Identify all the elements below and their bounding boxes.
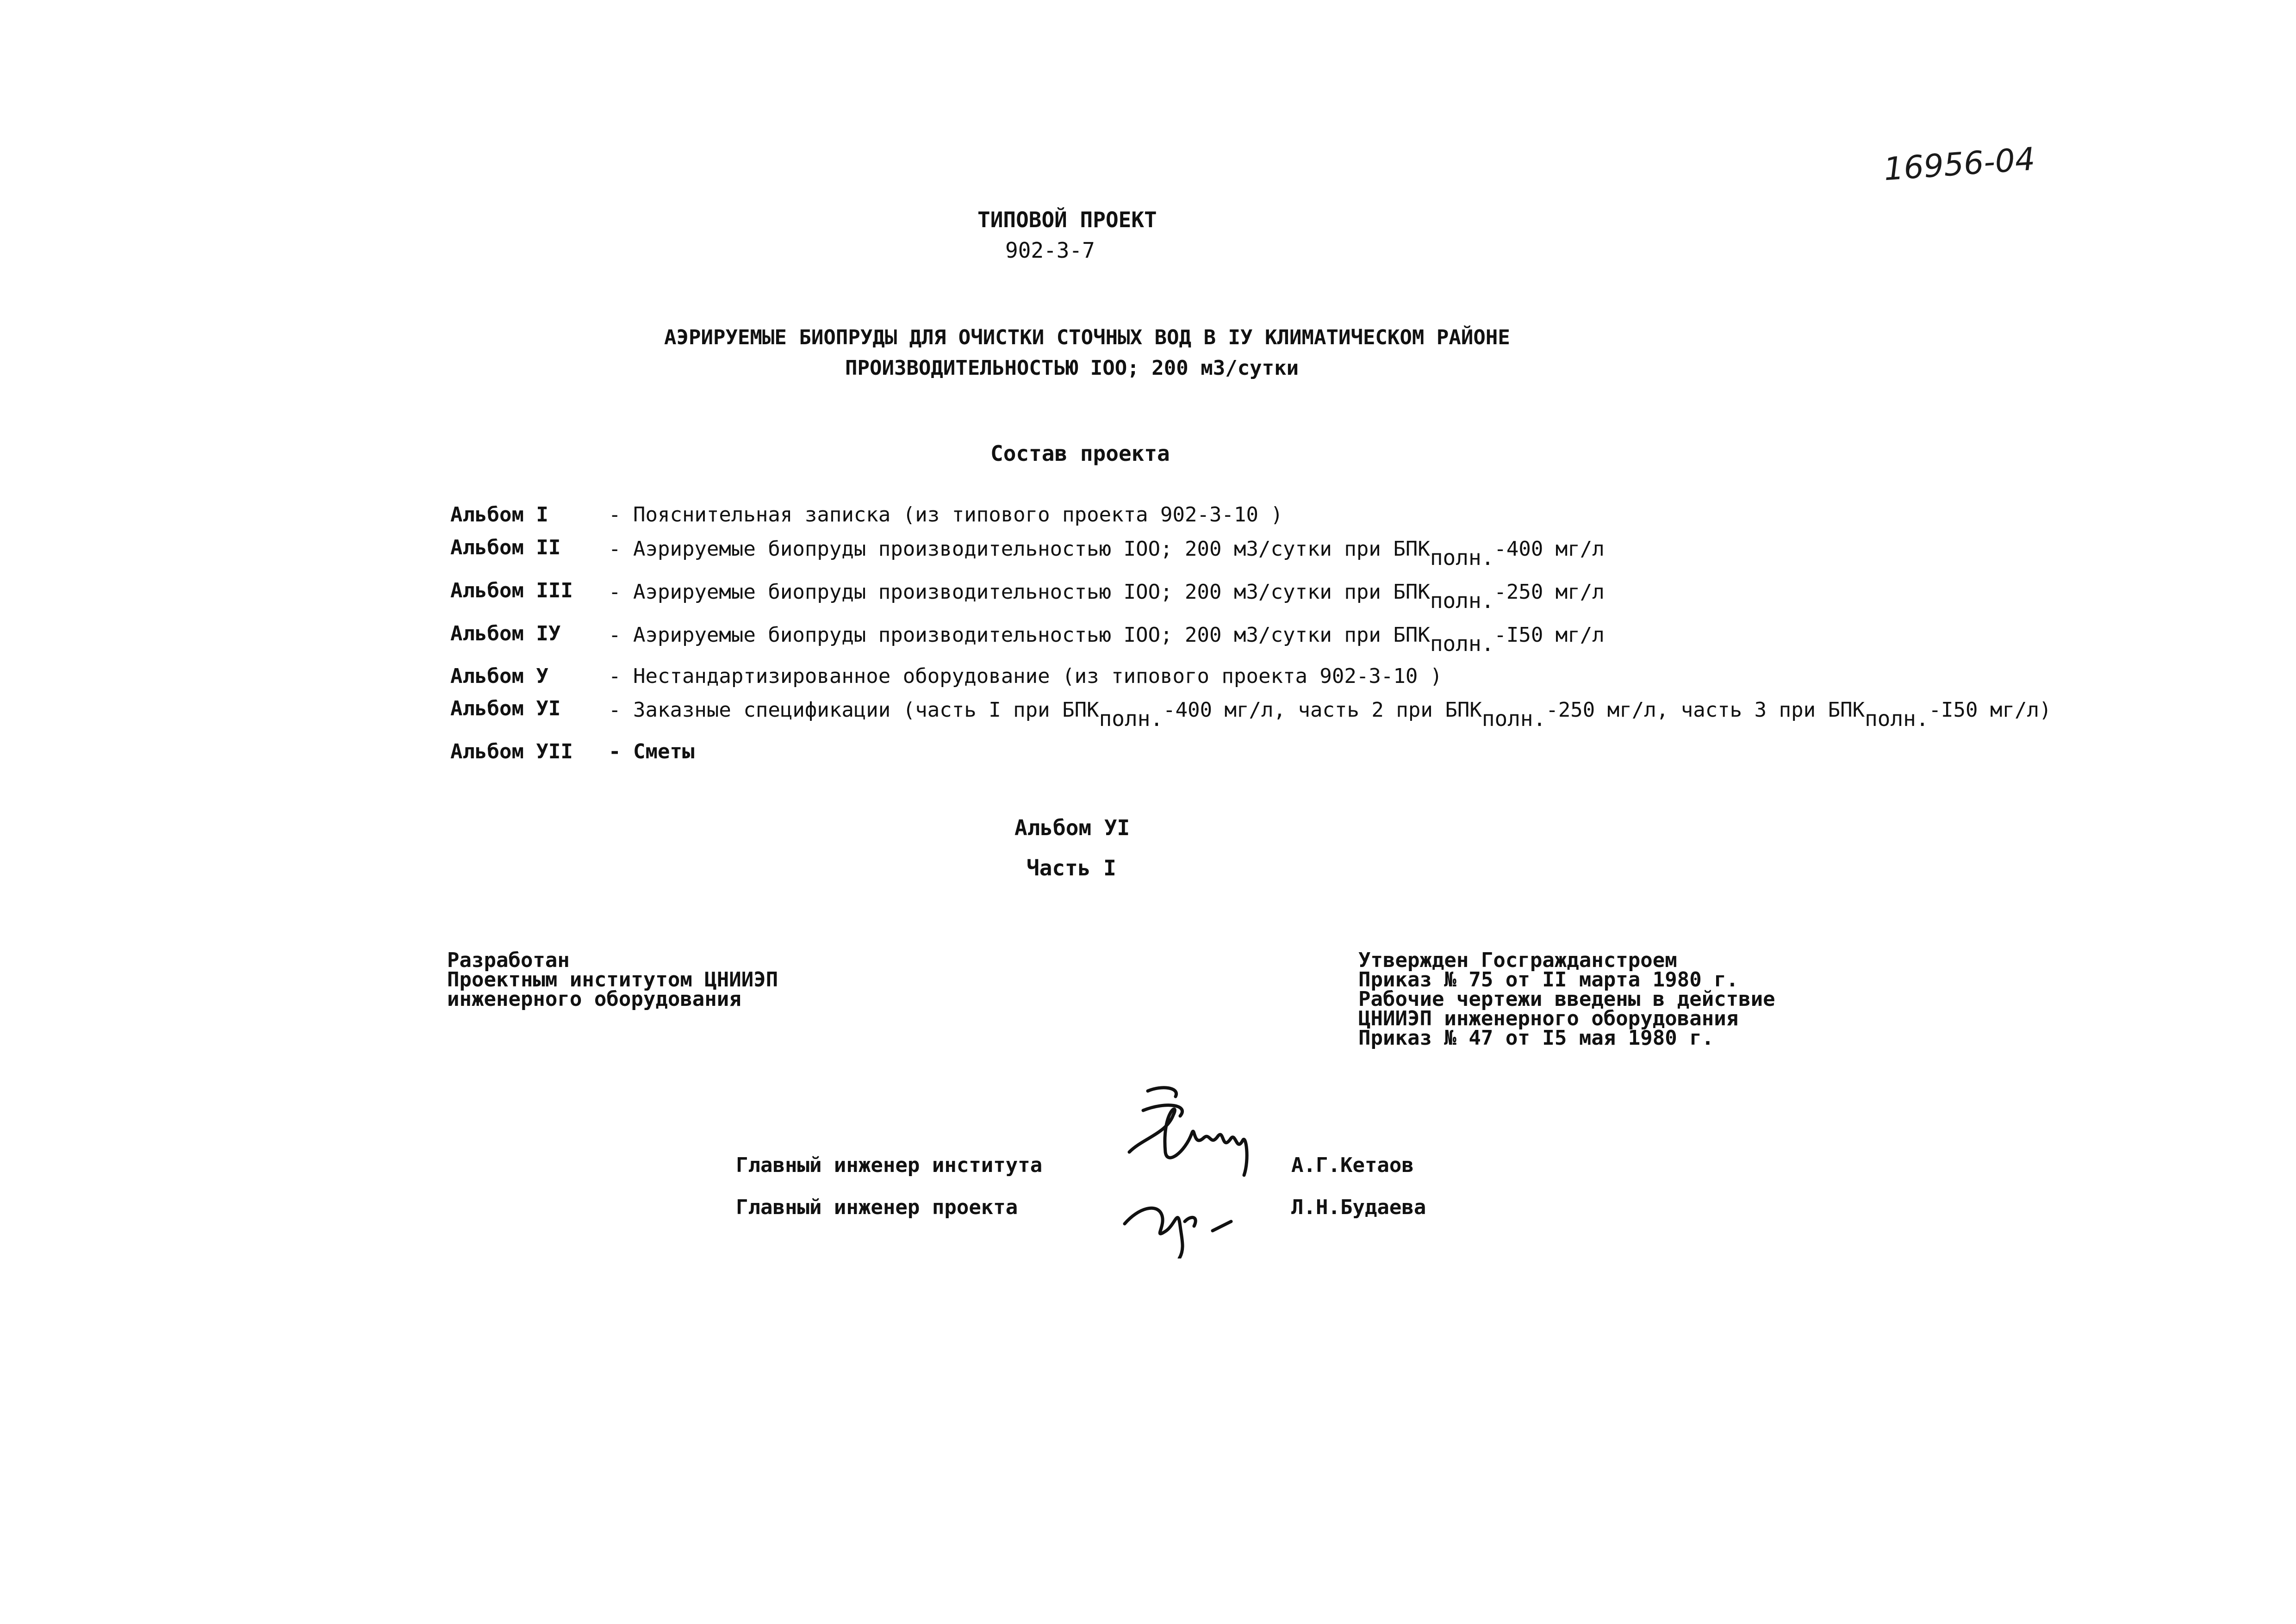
album-description: - Аэрируемые биопруды производительностью IOO; 200 м3/сутки при БПКполн.-250 мг/л (609, 580, 1605, 613)
approval-line: ЦНИИЭП инженерного оборудования (1358, 1007, 1739, 1030)
album-description: - Сметы (609, 740, 695, 763)
approval-block (1358, 948, 1775, 1050)
signatory-name: Л.Н.Будаева (1291, 1196, 1426, 1219)
approval-line: Приказ № 47 от I5 мая 1980 г. (1358, 1026, 1714, 1050)
signatory-role: Главный инженер проекта (736, 1196, 1018, 1219)
registration-number: 16956-04 (1882, 141, 2036, 188)
album-description: - Аэрируемые биопруды производительностью IOO; 200 м3/сутки при БПКполн.-400 мг/л (609, 537, 1605, 570)
album-description: - Заказные спецификации (часть I при БПКполн.-400 мг/л, часть 2 при БПКполн.-250 мг/л, часть 3 при БПКполн.-I50 мг/л) (609, 698, 2052, 731)
album-label: Альбом УI (450, 697, 561, 720)
signatory-role: Главный инженер института (736, 1153, 1043, 1177)
handwritten-signature-chief-institute (1111, 1083, 1277, 1258)
album-description: - Нестандартизированное оборудование (из типового проекта 902-3-10 ) (609, 664, 1443, 688)
part-heading: Часть I (1027, 855, 1116, 880)
developed-line: Проектным институтом ЦНИИЭП (447, 968, 778, 992)
approval-line: Приказ № 75 от II марта 1980 г. (1358, 968, 1739, 992)
album-label: Альбом У (450, 664, 548, 688)
developed-by-block (447, 948, 778, 1011)
album-label: Альбом I (450, 503, 548, 527)
developed-line: Разработан (447, 948, 570, 972)
signatory-name: А.Г.Кетаов (1291, 1153, 1414, 1177)
album-label: Альбом УII (450, 740, 573, 763)
project-title-line1: АЭРИРУЕМЫЕ БИОПРУДЫ ДЛЯ ОЧИСТКИ СТОЧНЫХ ВОД В IУ КЛИМАТИЧЕСКОМ РАЙОНЕ (664, 326, 1510, 349)
approval-line: Рабочие чертежи введены в действие (1358, 987, 1775, 1011)
album-label: Альбом II (450, 536, 561, 559)
developed-line: инженерного оборудования (447, 987, 741, 1011)
album-label: Альбом IУ (450, 622, 561, 645)
project-title-line2: ПРОИЗВОДИТЕЛЬНОСТЬЮ IOO; 200 м3/сутки (845, 356, 1299, 380)
project-type-label: ТИПОВОЙ ПРОЕКТ (977, 207, 1157, 232)
composition-heading: Состав проекта (990, 441, 1170, 466)
album-description: - Пояснительная записка (из типового проекта 902-3-10 ) (609, 503, 1283, 527)
approval-line: Утвержден Госгражданстроем (1358, 948, 1677, 972)
album-label: Альбом III (450, 579, 573, 602)
album-description: - Аэрируемые биопруды производительностью IOO; 200 м3/сутки при БПКполн.-I50 мг/л (609, 623, 1605, 656)
album-heading: Альбом УI (1014, 815, 1130, 840)
project-code: 902-3-7 (1005, 238, 1095, 263)
